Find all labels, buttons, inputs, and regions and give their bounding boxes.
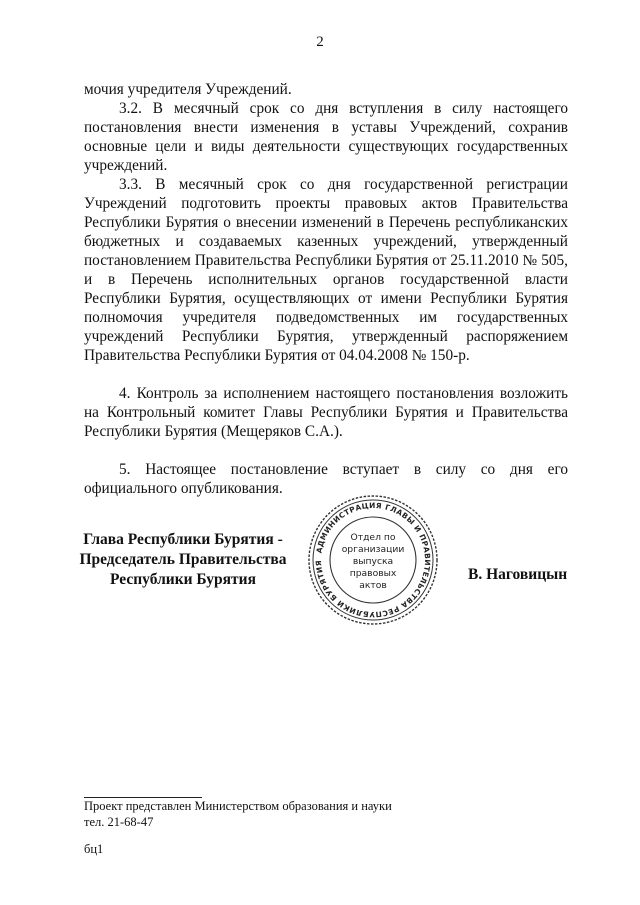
stamp-ring-text: АДМИНИСТРАЦИЯ ГЛАВЫ И ПРАВИТЕЛЬСТВА РЕСПУБЛИКИ БУРЯТИЯ — [313, 500, 433, 620]
signatory-title — [78, 530, 288, 590]
stamp-line: правовых — [349, 568, 397, 579]
stamp-line: выпуска — [352, 556, 394, 567]
footnote — [84, 798, 392, 857]
stamp-line: организации — [341, 544, 405, 555]
stamp-line: актов — [359, 580, 387, 591]
paragraph-3-3: 3.3. В месячный срок со дня государственной регистрации Учреждений подготовить проекты правовых актов Правительства Республики Бурятия о внесении изменений в Перечень республиканских бюджетных и создаваемых казенных учреждений, утвержденный постановлением Правительства Республики Бурятия от 25.11.2010 № 505, и в Перечень исполнительных органов государственной власти Республики Бурятия, осуществляющих от имени Республики Бурятия полномочия учредителя подведомственных им государственных учреждений Республики Бурятия, утвержденный распоряжением Правительства Республики Бурятия от 04.04.2008 № 150-р. — [84, 176, 568, 364]
paragraph-5: 5. Настоящее постановление вступает в силу со дня его официального опубликования. — [84, 461, 568, 497]
signer-name: В. Наговицын — [468, 566, 568, 583]
page-number: 2 — [316, 34, 324, 50]
paragraph-continuation: мочия учредителя Учреждений. — [84, 81, 292, 98]
official-stamp — [305, 492, 441, 628]
footnote-author: Проект представлен Министерством образования и науки — [84, 799, 392, 813]
document-body — [84, 80, 568, 498]
document-code: бц1 — [84, 842, 104, 856]
signatory-title-line: Председатель Правительства — [79, 551, 287, 568]
stamp-line: Отдел по — [350, 532, 396, 543]
footnote-phone: тел. 21-68-47 — [84, 815, 154, 829]
paragraph-3-2: 3.2. В месячный срок со дня вступления в силу настоящего постановления внести изменения в уставы Учреждений, сохранив основные цели и виды деятельности существующих государственных учреждений. — [84, 100, 568, 174]
signatory-title-line: Глава Республики Бурятия - — [83, 531, 283, 548]
signatory-title-line: Республики Бурятия — [110, 571, 256, 588]
paragraph-4: 4. Контроль за исполнением настоящего постановления возложить на Контрольный комитет Главы Республики Бурятия и Правительства Республики Бурятия (Мещеряков С.А.). — [84, 385, 568, 440]
